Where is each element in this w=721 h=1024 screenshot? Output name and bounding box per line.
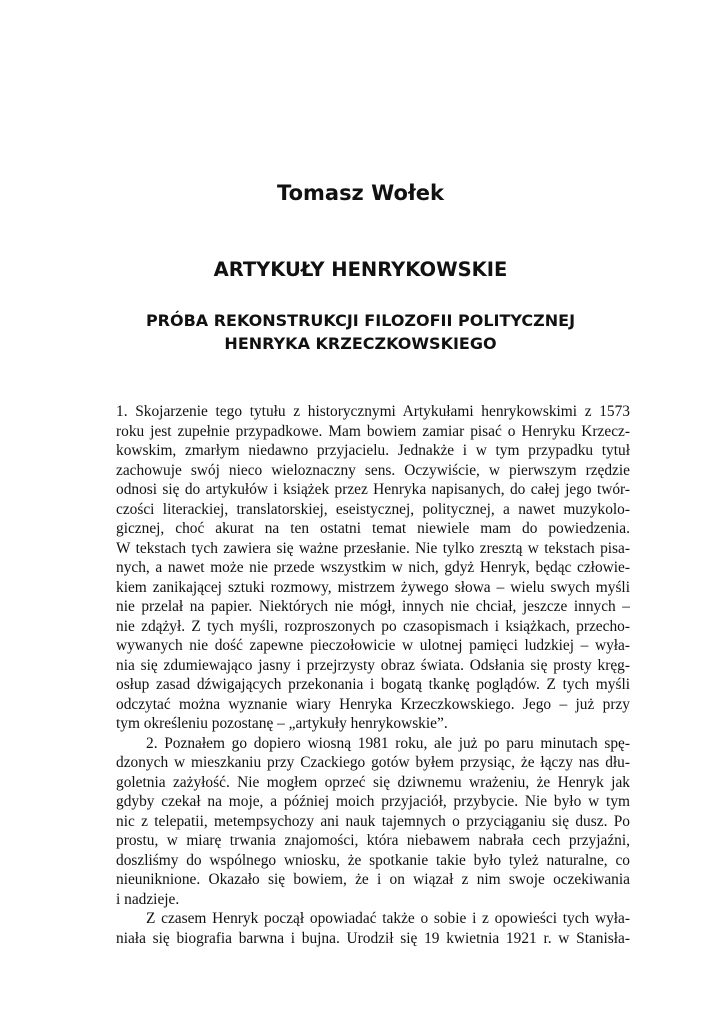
text-line: Z czasem Henryk począł opowiadać także o sobie i z opowieści tych wyła- [146,910,630,927]
text-line: odczytać można wyznanie wiary Henryka Krzeczkowskiego. Jego – już przy [116,695,630,713]
text-line: roku jest zupełnie przypadkowe. Mam bowiem zamiar pisać o Henryku Krzecz- [116,422,630,440]
text-line: gdyby czekał na moje, a później moich przyjaciół, przybycie. Nie było w tym [116,793,630,810]
text-line: tym określeniu pozostanę – „artykuły henrykowskie”. [116,715,448,732]
text-line: dzonych w mieszkaniu przy Czackiego gotów byłem przysiąc, że łączy nas dłu- [116,754,630,771]
text-line: prostu, w miarę trwania znajomości, która niebawem nabrała cech przyjaźni, [116,832,630,849]
text-line: nic z telepatii, metempsychozy ani nauk tajemnych o przyciąganiu się dusz. Po [116,812,630,830]
text-line: W tekstach tych zawiera się ważne przesłanie. Nie tylko zresztą w tekstach pisa- [116,539,630,557]
body-text [116,402,630,948]
text-line: doszliśmy do wspólnego wniosku, że spotkanie takie było tyleż naturalne, co [116,851,630,869]
subtitle-line: HENRYKA KRZECZKOWSKIEGO [224,334,497,353]
text-line: 1. Skojarzenie tego tytułu z historycznymi Artykułami henrykowskimi z 1573 [116,403,630,420]
text-line: 2. Poznałem go dopiero wiosną 1981 roku, ale już po paru minutach spę- [146,734,630,752]
text-line: gicznej, choć akurat na ten ostatni temat niewiele mam do powiedzenia. [116,520,630,537]
text-line: czości literackiej, translatorskiej, eseistycznej, politycznej, a nawet muzykolo- [116,500,630,518]
text-line: wywanych nie dość zapewne pieczołowicie w ulotnej pamięci ludzkiej – wyła- [116,637,630,654]
text-line: goletnia zażyłość. Nie mogłem oprzeć się dziwnemu wrażeniu, że Henryk jak [116,773,630,791]
subtitle-line: PRÓBA REKONSTRUKCJI FILOZOFII POLITYCZNEJ [145,311,576,330]
text-line: nieuniknione. Okazało się bowiem, że i on wiązał z nim swoje oczekiwania [116,871,630,888]
text-line: nych, a nawet może nie przede wszystkim w nich, gdyż Henryk, będąc człowie- [116,559,630,576]
text-line: i nadzieje. [116,890,180,908]
text-line: osłup zasad dźwigających przekonania i bogatą tkankę poglądów. Z tych myśli [116,676,630,693]
article-subtitle [0,309,721,355]
author-name: Tomasz Wołek [277,181,444,205]
text-line: niała się biografia barwna i bujna. Urodził się 19 kwietnia 1921 r. w Stanisła- [116,929,630,947]
text-line: kiem zanikającej sztuki rozmowy, mistrzem żywego słowa – wielu swych myśli [116,578,630,596]
text-line: zachowuje swój nieco wieloznaczny sens. Oczywiście, w pierwszym rzędzie [116,461,630,479]
text-line: nia się zdumiewająco jasny i przejrzysty obraz świata. Odsłania się prosty kręg- [116,656,630,674]
text-line: nie przelał na papier. Niektórych nie mógł, innych nie chciał, jeszcze innych – [116,598,630,615]
text-line: kowskim, zmarłym niedawno przyjacielu. Jednakże i w tym przypadku tytuł [116,442,630,459]
text-line: nie zdążył. Z tych myśli, rozproszonych po czasopismach i książkach, przecho- [116,617,630,635]
article-title: ARTYKUŁY HENRYKOWSKIE [213,258,508,281]
text-line: odnosi się do artykułów i książek przez Henryka napisanych, do całej jego twór- [116,481,630,498]
